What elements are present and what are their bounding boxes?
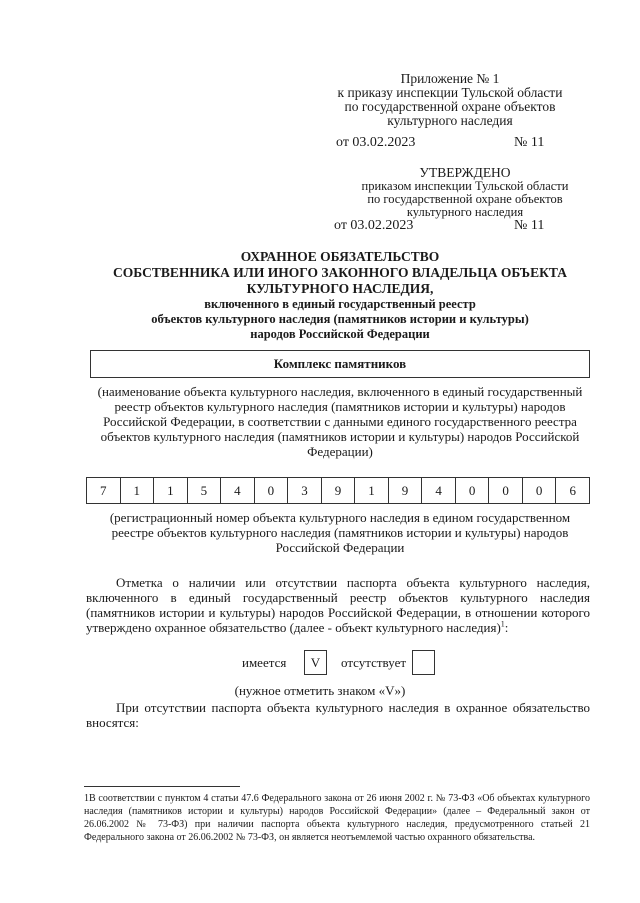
registration-digit: 0 [456, 478, 490, 503]
object-name-box: Комплекс памятников [90, 350, 590, 378]
caption-line: Российской Федерации, в соответствии с данными единого государственного реестра [103, 414, 577, 429]
appendix-number: № 11 [514, 135, 545, 150]
title-line: СОБСТВЕННИКА ИЛИ ИНОГО ЗАКОННОГО ВЛАДЕЛЬЦА ОБЪЕКТА [113, 265, 567, 280]
passport-paragraph: Отметка о наличии или отсутствии паспорта объекта культурного наследия, включенного в единый государственный реестр объектов культурного наследия (памятников истории и культуры) народов Российской Федерации, в отношении которого утверждено охранное обязательство (далее - объект культурного наследия)$^1$: [86, 575, 590, 635]
absence-paragraph: При отсутствии паспорта объекта культурного наследия в охранное обязательство вносятся: [86, 700, 590, 730]
registration-digit: 9 [389, 478, 423, 503]
caption-line: (регистрационный номер объекта культурного наследия в едином государственном [109, 510, 571, 525]
caption-line: Федерации) [307, 444, 373, 459]
passport-mark [0, 649, 640, 679]
appendix-line: культурного наследия [387, 113, 513, 128]
present-checkbox[interactable]: V [304, 650, 327, 675]
registration-digit: 1 [154, 478, 188, 503]
title-subline: народов Российской Федерации [250, 327, 430, 341]
appendix-line: Приложение № 1 [400, 71, 500, 86]
registration-digit: 5 [188, 478, 222, 503]
present-label: имеется [242, 655, 287, 670]
caption-line: реестре объектов культурного наследия (памятников истории и культуры) народов [111, 525, 569, 540]
footnote-text: 1В соответствии с пунктом 4 статьи 47.6 Федерального закона от 26 июня 2002 г. № 73-ФЗ «Об объектах культурного наследия (памятников истории и культуры) народов Российской Федерации» (далее – Федеральный закон от 26.06.2002 № 73-ФЗ) при наличии паспорта объекта культурного наследия, предусмотренного статьей 21 Федерального закона от 26.06.2002 № 73-ФЗ, он является неотъемлемой частью охранного обязательства. [84, 793, 590, 843]
mark-hint: (нужное отметить знаком «V») [234, 683, 406, 698]
registration-caption [90, 510, 590, 555]
registration-digit: 9 [322, 478, 356, 503]
registration-digit: 6 [569, 483, 576, 498]
passport-paragraph-text: Отметка о наличии или отсутствии паспорта объекта культурного наследия, включенного в единый государственный реестр объектов культурного наследия (памятников истории и культуры) народов Российской Федерации, в отношении которого утверждено охранное обязательство (далее - объект культурного наследия) [86, 575, 590, 635]
registration-digit: 0 [255, 478, 289, 503]
approved-heading: УТВЕРЖДЕНО [419, 165, 511, 180]
object-name-caption [90, 384, 590, 459]
title-subline: включенного в единый государственный реестр [204, 297, 476, 311]
registration-digit: 1 [121, 478, 155, 503]
registration-number-row [86, 477, 590, 504]
appendix-line: по государственной охране объектов [344, 99, 556, 114]
registration-digit: 7 [87, 478, 121, 503]
document-title [90, 249, 590, 342]
appendix-date: от 03.02.2023 [336, 135, 416, 150]
appendix-block [300, 72, 600, 128]
registration-digit: 3 [288, 478, 322, 503]
title-line: ОХРАННОЕ ОБЯЗАТЕЛЬСТВО [240, 249, 440, 264]
registration-digit: 4 [221, 478, 255, 503]
caption-line: объектов культурного наследия (памятников истории и культуры) народов Российской [100, 429, 580, 444]
caption-line: Российской Федерации [275, 540, 405, 555]
registration-digit: 0 [523, 478, 557, 503]
registration-digit: 4 [422, 478, 456, 503]
caption-line: (наименование объекта культурного наследия, включенного в единый государственный [97, 384, 583, 399]
registration-digit: 1 [355, 478, 389, 503]
approved-block [330, 166, 600, 219]
title-line: КУЛЬТУРНОГО НАСЛЕДИЯ, [246, 281, 434, 296]
caption-line: реестр объектов культурного наследия (памятников истории и культуры) народов [114, 399, 566, 414]
approved-line: по государственной охране объектов [367, 192, 563, 206]
registration-digit: 0 [489, 478, 523, 503]
approved-line: приказом инспекции Тульской области [361, 179, 569, 193]
approved-line: культурного наследия [406, 205, 524, 219]
approved-number: № 11 [514, 218, 545, 233]
absent-label: отсутствует [341, 655, 407, 670]
title-subline: объектов культурного наследия (памятников истории и культуры) [151, 312, 529, 326]
footnote-ref: 1 [500, 619, 505, 629]
appendix-line: к приказу инспекции Тульской области [337, 85, 563, 100]
approved-date: от 03.02.2023 [334, 218, 414, 233]
absent-checkbox[interactable] [412, 650, 435, 675]
footnote-divider [84, 786, 240, 787]
